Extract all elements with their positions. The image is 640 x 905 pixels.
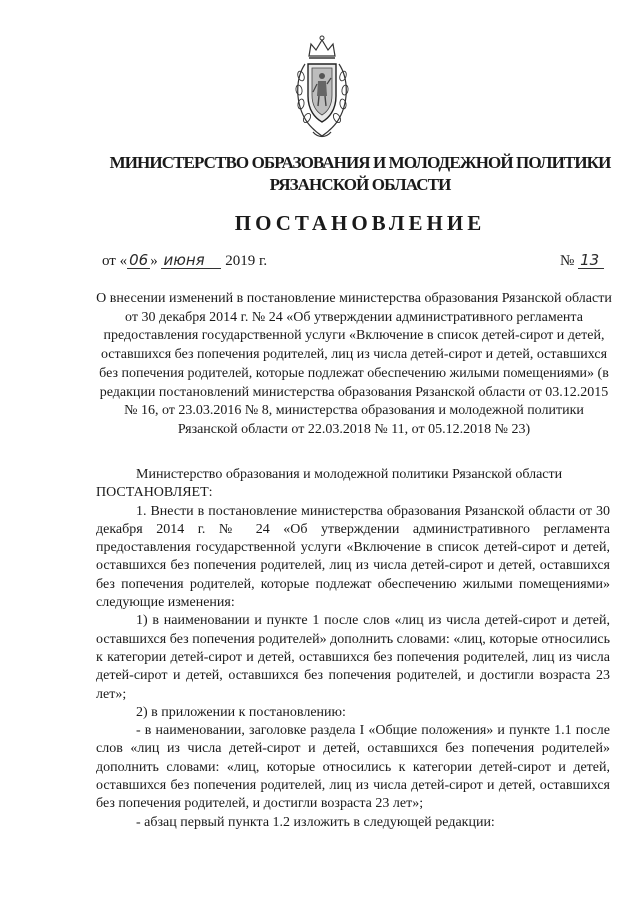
paragraph-5: - абзац первый пункта 1.2 изложить в следующей редакции:	[136, 814, 495, 830]
document-type: ПОСТАНОВЛЕНИЕ	[234, 211, 486, 235]
date-mid: »	[150, 253, 162, 269]
document-subject: О внесении изменений в постановление министерства образования Рязанской области от 30 декабря 2014 г. № 24 «Об утверждении административного регламента предоставления государственной услуги «Включение в список детей-сирот и детей, оставшихся без попечения родителей, лиц из числа детей-сирот и детей, оставшихся без попечения родителей, которые подлежат обеспечению жилыми помещениями» (в редакции постановлений министерства образования Рязанской области от 03.12.2015 № 16, от 23.03.2016 № 8, министерства образования и молодежной политики Рязанской области от 22.03.2018 № 11, от 05.12.2018 № 23)	[96, 291, 612, 437]
preamble: Министерство образования и молодежной политики Рязанской области	[136, 467, 563, 482]
document-number	[560, 253, 604, 270]
date-year: 2019 г.	[221, 253, 268, 269]
date-month: июня	[161, 253, 221, 269]
ministry-name-line-1: МИНИСТЕРСТВО ОБРАЗОВАНИЯ И МОЛОДЕЖНОЙ ПОЛИТИКИ	[109, 153, 611, 172]
number-value: 13	[578, 253, 604, 269]
coat-of-arms-icon	[293, 34, 351, 142]
document-date	[102, 253, 267, 270]
paragraph-4: - в наименовании, заголовке раздела I «Общие положения» и пункте 1.1 после слов «лиц из числа детей-сирот и детей, оставшихся без попечения родителей» дополнить словами: «лиц, которые относились к категории детей-сирот и детей, оставшихся без попечения родителей, лиц из числа детей-сирот и детей, оставшихся без попечения родителей, и достигли возраста 23 лет»;	[96, 723, 610, 812]
number-prefix: №	[560, 253, 575, 269]
document-body	[96, 466, 610, 832]
resolves-heading: ПОСТАНОВЛЯЕТ:	[96, 485, 213, 501]
ministry-name-line-2: РЯЗАНСКОЙ ОБЛАСТИ	[269, 175, 451, 194]
paragraph-3: 2) в приложении к постановлению:	[136, 704, 346, 720]
date-day: 06	[129, 251, 149, 269]
date-prefix: от «	[102, 253, 128, 269]
paragraph-1: 1. Внести в постановление министерства образования Рязанской области от 30 декабря 2014 г. № 24 «Об утверждении административного регламента предоставления государственной услуги «Включение в список детей-сирот и детей, оставшихся без попечения родителей, лиц из числа детей-сирот и детей, оставшихся без попечения родителей, которые подлежат обеспечению жилыми помещениями» следующие изменения:	[96, 503, 610, 611]
paragraph-2: 1) в наименовании и пункте 1 после слов «лиц из числа детей-сирот и детей, оставшихся без попечения родителей» дополнить словами: «лиц, которые относились к категории детей-сирот и детей, оставшихся без попечения родителей, лиц из числа детей-сирот и детей, оставшихся без попечения родителей, и достигли возраста 23 лет»;	[96, 613, 610, 702]
